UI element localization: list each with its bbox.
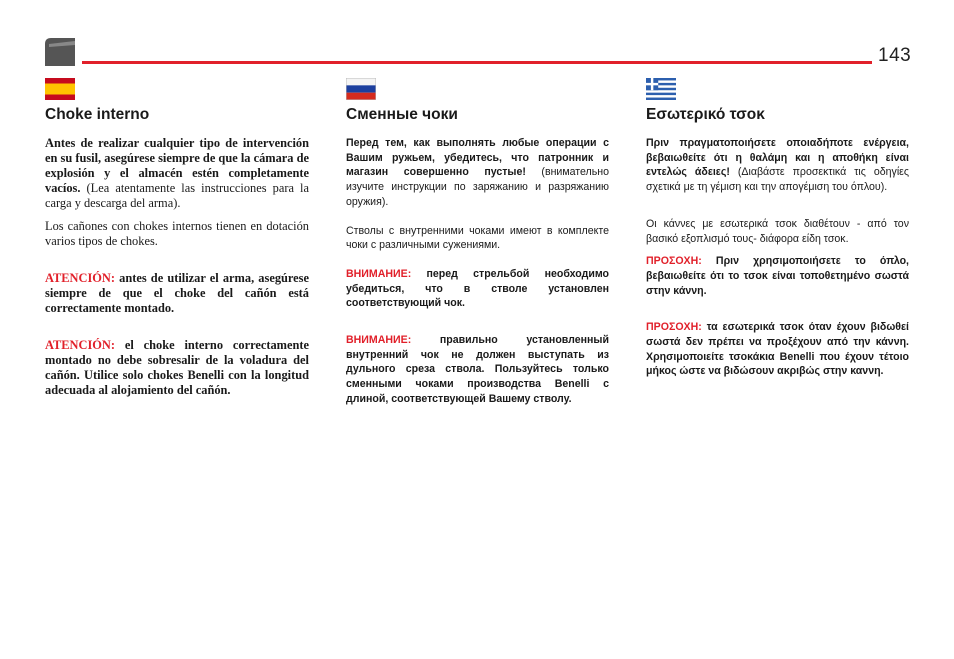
russian-paragraph-intro: Перед тем, как выполнять любые операции с Вашим ружьем, убедитесь, что патронник и магазин совершенно пустые! (внимательно изучите инструкции по заряжанию и разряжанию оружия). [346,137,610,208]
spanish-warning-2: ATENCIÓN: el choke interno correctamente montado no debe sobresalir de la voladura del cañón. Utilice solo chokes Benelli con la longitud adecuada al alojamiento del cañón. [45,338,309,397]
greek-paragraph-chokes: Οι κάννες με εσωτερικά τσοκ διαθέτουν - από τον βασικό εξοπλισμό τους- διάφορα είδη τσοκ. [646,217,909,245]
page-number: 143 [878,45,912,66]
russia-flag-icon [346,78,376,100]
russian-column [346,78,609,415]
header-rule [82,61,872,64]
greek-heading: Εσωτερικό τσοκ [646,106,765,123]
greek-paragraph-intro: Πριν πραγματοποιήσετε οποιαδήποτε ενέργεια, βεβαιωθείτε ότι η θαλάμη και η αποθήκη είναι εντελώς άδειες! (Διαβάστε προσεκτικά τις οδηγίες σχετικά με τη γέμιση και την απογέμιση του όπλου). [646,137,910,194]
spain-flag-icon [45,78,75,100]
spanish-heading: Choke interno [45,106,150,123]
spanish-paragraph-chokes: Los cañones con chokes internos tienen en dotación varios tipos de chokes. [45,219,309,248]
greek-column [646,78,909,387]
russian-heading: Сменные чоки [346,106,458,123]
greek-warning-2: ΠΡΟΣΟΧΗ: τα εσωτερικά τσοκ όταν έχουν βιδωθεί σωστά δεν πρέπει να προξέχουν από την κάννη. Χρησιμοποιείτε τσοκάκια Benelli που έχουν τέτοιο μήκος ώστε να βιδώσουν ακριβώς στην καννη. [646,321,909,378]
spanish-warning-1: ATENCIÓN: antes de utilizar el arma, asegúrese siempre de que el choke del cañón está correctamente montado. [45,271,309,315]
russian-warning-2: ВНИМАНИЕ: правильно установленный внутренний чок не должен выступать из дульного среза ствола. Пользуйтесь только сменными чоками производства Benelli с длиной, соответствующей Вашему стволу. [346,334,609,405]
russian-warning-1: ВНИМАНИЕ: перед стрельбой необходимо убедиться, что в стволе установлен соответствующий чок. [346,267,609,310]
greek-warning-1: ΠΡΟΣΟΧΗ: Πριν χρησιμοποιήσετε το όπλο, βεβαιωθείτε ότι το τσοκ είναι τοποθετημένο σωστά στην κάννη. [646,255,909,297]
corner-tab-icon [45,38,75,66]
spanish-paragraph-intro: Antes de realizar cualquier tipo de intervención en su fusil, asegúrese siempre de que la cámara de explosión y el almacén estén completamente vacíos. (Lea atentamente las instrucciones para la carga y descarga del arma). [45,136,309,210]
spanish-column [45,78,309,406]
russian-paragraph-chokes: Стволы с внутренними чоками имеют в комплекте чоки с различными сужениями. [346,224,609,252]
greece-flag-icon [646,78,676,100]
